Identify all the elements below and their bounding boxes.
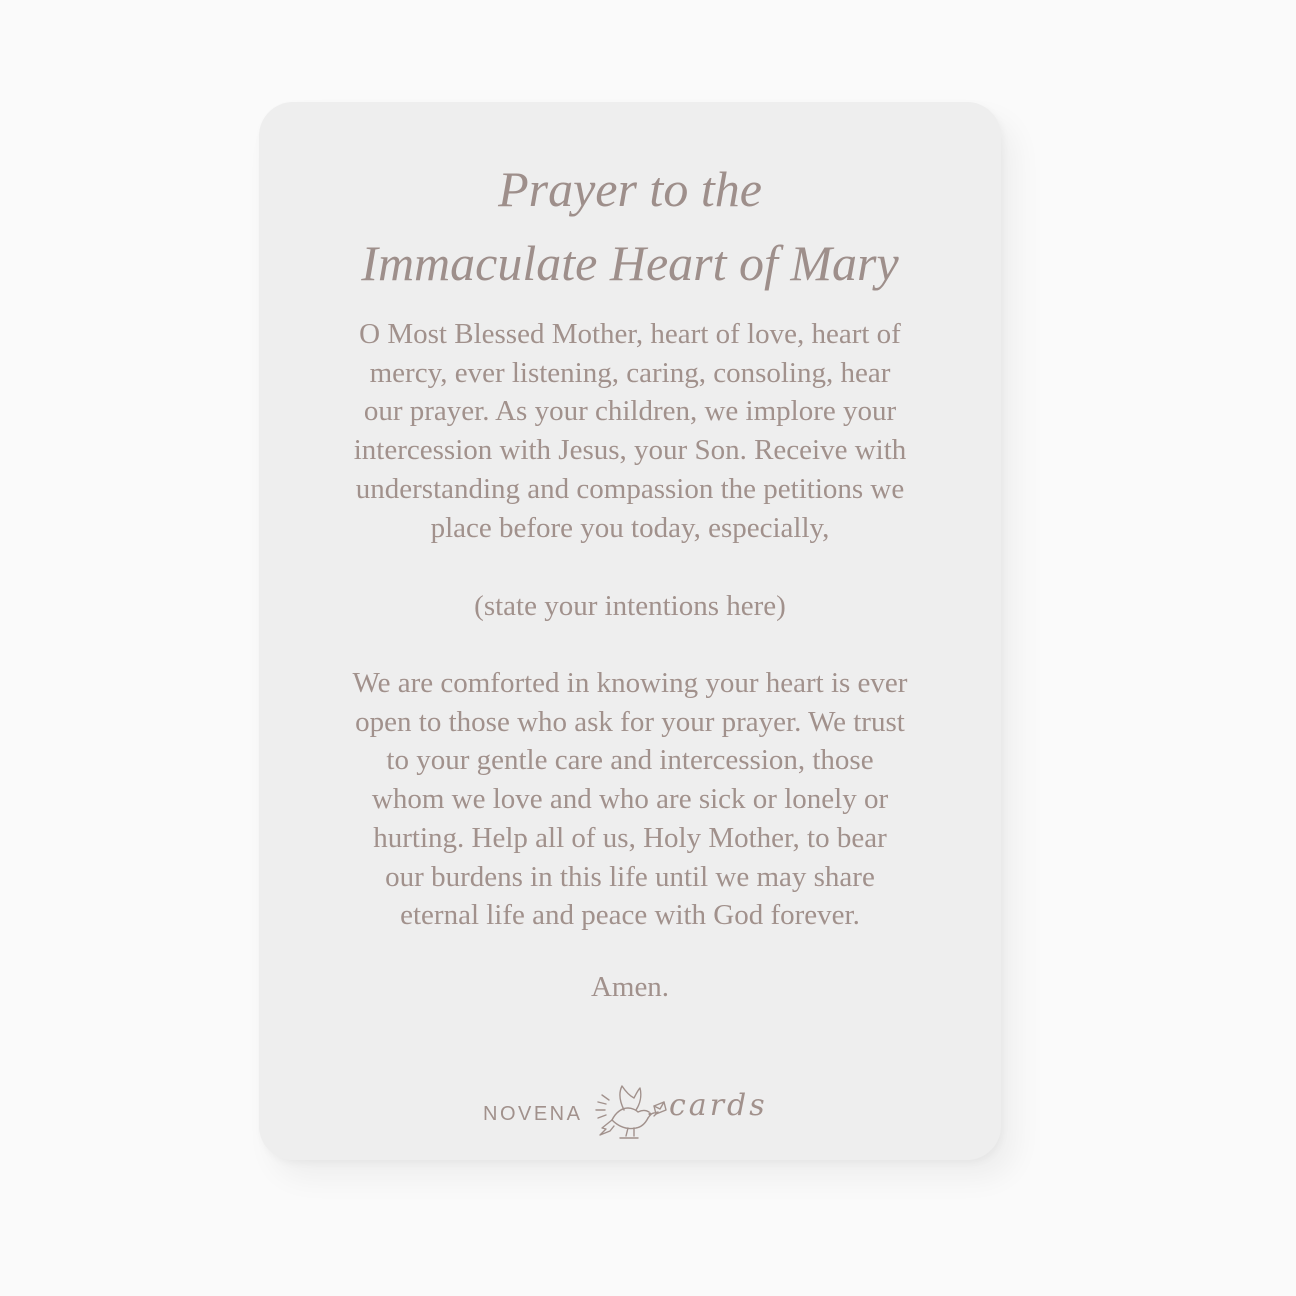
intentions-placeholder: [289, 587, 971, 626]
paragraph-line: mercy, ever listening, caring, consoling, hear: [369, 356, 891, 389]
paragraph-line: whom we love and who are sick or lonely or: [371, 783, 889, 816]
paragraph-line: understanding and compassion the petitions we: [355, 472, 905, 505]
paragraph-line: our prayer. As your children, we implore your: [363, 395, 897, 428]
prayer-paragraph-2: [289, 664, 971, 935]
card-title: [259, 152, 1001, 300]
paragraph-line: intercession with Jesus, your Son. Receive with: [353, 434, 907, 467]
paragraph-line: to your gentle care and intercession, those: [386, 744, 874, 777]
paragraph-line: open to those who ask for your prayer. We trust: [355, 705, 905, 738]
title-line: Immaculate Heart of Mary: [361, 235, 899, 291]
logo-word-cards: cards: [669, 1088, 768, 1123]
paragraph-line: O Most Blessed Mother, heart of love, heart of: [359, 318, 901, 350]
paragraph-line: We are comforted in knowing your heart is ever: [352, 667, 908, 699]
paragraph-line: our burdens in this life until we may share: [385, 860, 875, 893]
novena-cards-logo: [259, 1080, 1001, 1150]
dove-icon: [592, 1082, 668, 1146]
title-line: Prayer to the: [498, 161, 762, 217]
paragraph-line: hurting. Help all of us, Holy Mother, to bear: [373, 821, 887, 854]
intentions-text: (state your intentions here): [474, 590, 786, 622]
amen-text: Amen.: [590, 971, 670, 1003]
prayer-paragraph-1: [289, 315, 971, 547]
logo-word-novena: NOVENA: [483, 1103, 583, 1125]
paragraph-line: eternal life and peace with God forever.: [400, 899, 860, 932]
prayer-card: [259, 102, 1001, 1160]
amen: [289, 968, 971, 1007]
paragraph-line: place before you today, especially,: [430, 511, 830, 544]
